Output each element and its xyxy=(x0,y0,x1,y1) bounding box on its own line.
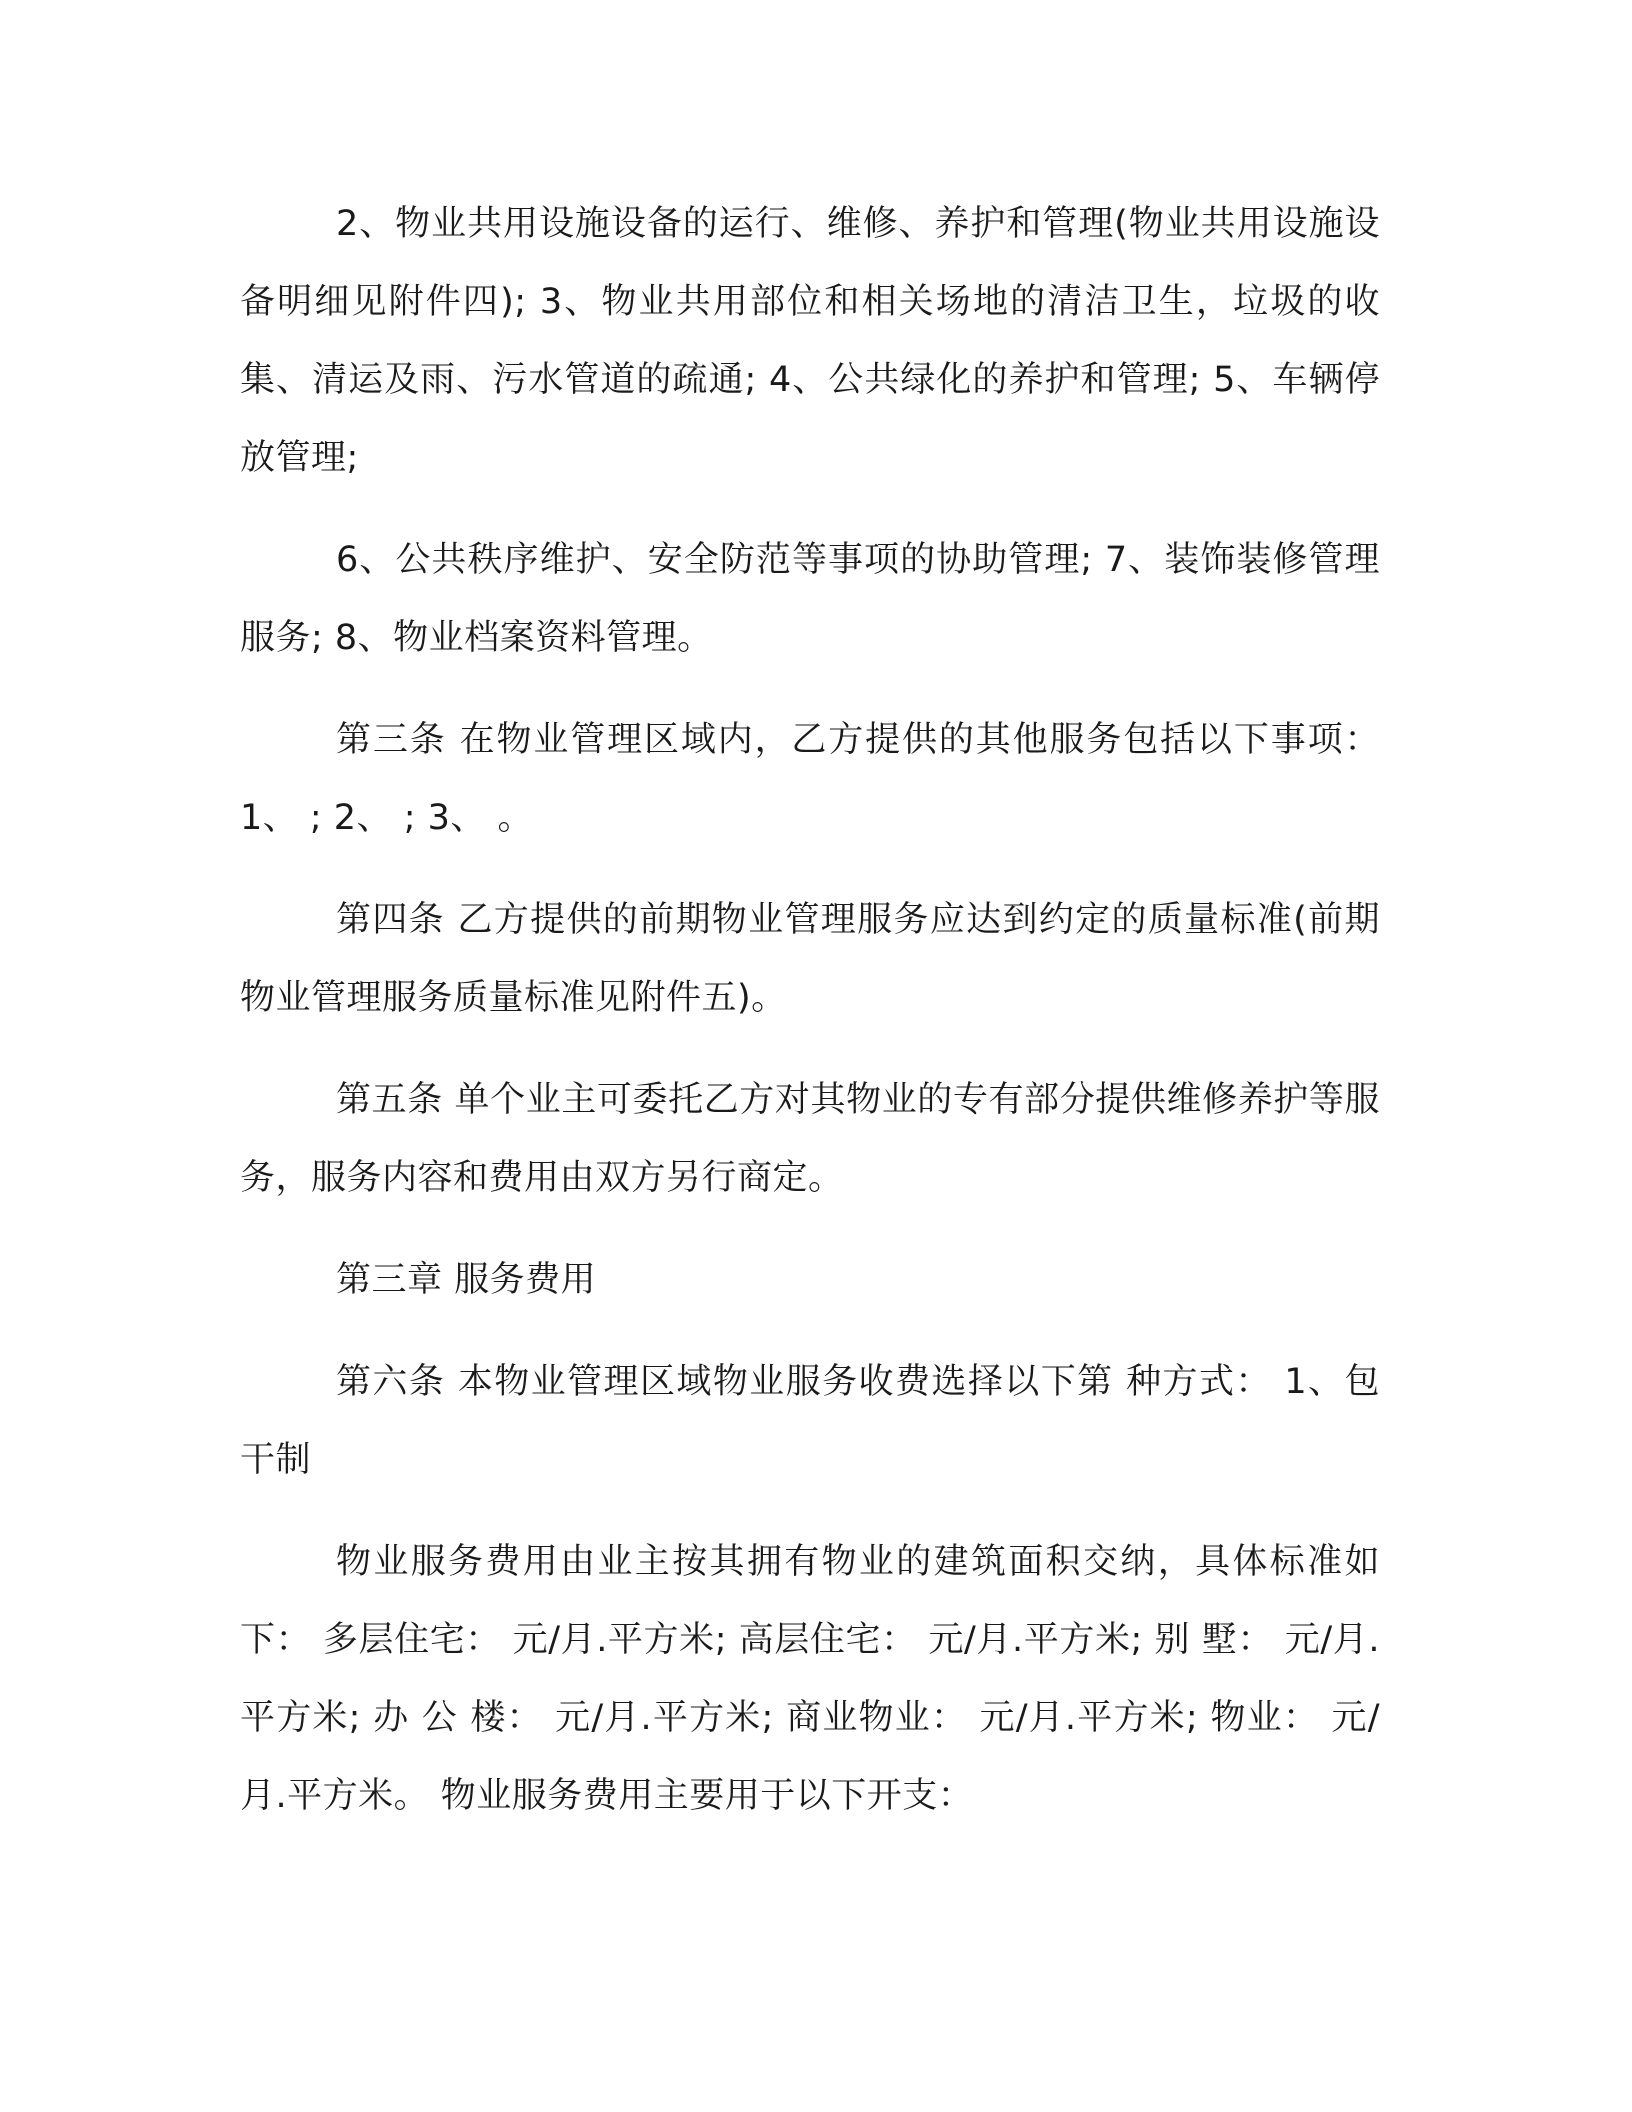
paragraph-article-6: 第六条 本物业管理区域物业服务收费选择以下第 种方式： 1、包干制 xyxy=(240,1362,1380,1480)
paragraph-article-5: 第五条 单个业主可委托乙方对其物业的专有部分提供维修养护等服务，服务内容和费用由双方另行商定。 xyxy=(240,1080,1380,1198)
paragraph-facilities-maintenance: 2、物业共用设施设备的运行、维修、养护和管理(物业共用设施设备明细见附件四); 3、物业共用部位和相关场地的清洁卫生，垃圾的收集、清运及雨、污水管道的疏通; 4、公共绿化的养护和管理; 5、车辆停放管理; xyxy=(240,204,1380,478)
paragraph-article-3: 第三条 在物业管理区域内，乙方提供的其他服务包括以下事项： 1、 ; 2、 ; 3、 。 xyxy=(240,720,1380,838)
paragraph-public-order: 6、公共秩序维护、安全防范等事项的协助管理; 7、装饰装修管理服务; 8、物业档案资料管理。 xyxy=(240,540,1380,658)
document-body xyxy=(240,185,1380,1835)
chapter-heading: 第三章 服务费用 xyxy=(336,1260,597,1300)
paragraph-fee-standards: 物业服务费用由业主按其拥有物业的建筑面积交纳，具体标准如下： 多层住宅： 元/月.平方米; 高层住宅： 元/月.平方米; 别 墅： 元/月.平方米; 办 公 楼： 元/月.平方米; 商业物业： 元/月.平方米; 物业： 元/月.平方米。 物业服务费用主要用于以下开支： xyxy=(240,1542,1380,1816)
paragraph-article-4: 第四条 乙方提供的前期物业管理服务应达到约定的质量标准(前期物业管理服务质量标准见附件五)。 xyxy=(240,900,1380,1018)
